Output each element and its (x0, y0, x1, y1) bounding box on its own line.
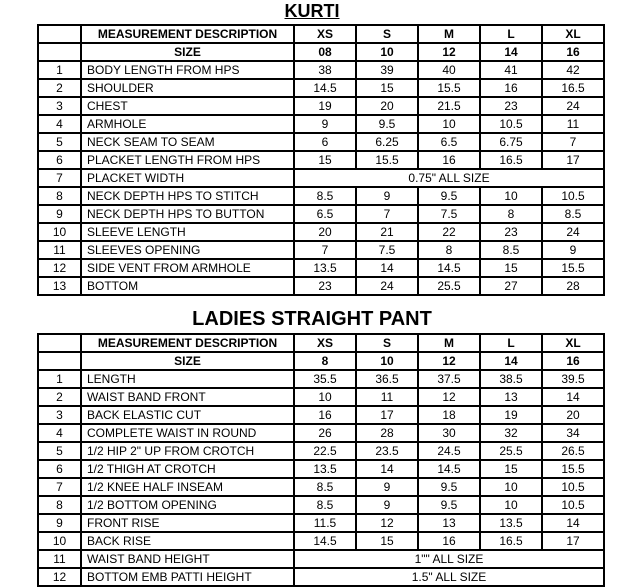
size-letter-header: XS (294, 25, 356, 43)
size-number-header: 10 (356, 352, 418, 370)
size-letter-header: S (356, 25, 418, 43)
measurement-value-cell: 35.5 (294, 370, 356, 388)
measurement-description-cell: BODY LENGTH FROM HPS (81, 61, 294, 79)
measurement-value-cell: 14.5 (418, 460, 480, 478)
measurement-row (38, 205, 604, 223)
measurement-value-cell: 16 (294, 406, 356, 424)
measurement-value-cell: 28 (542, 277, 604, 295)
measurement-row (38, 388, 604, 406)
size-letter-header: S (356, 334, 418, 352)
measurement-description-cell: 1/2 HIP 2" UP FROM CROTCH (81, 442, 294, 460)
row-number-cell: 7 (38, 169, 81, 187)
measurement-value-cell: 36.5 (356, 370, 418, 388)
measurement-value-cell: 27 (480, 277, 542, 295)
measurement-value-cell: 32 (480, 424, 542, 442)
measurement-value-cell: 16 (418, 151, 480, 169)
kurti-table-body (38, 25, 604, 295)
measurement-value-cell: 24 (542, 223, 604, 241)
row-number-cell: 5 (38, 442, 81, 460)
measurement-row (38, 133, 604, 151)
row-number-cell: 4 (38, 424, 81, 442)
row-number-cell: 2 (38, 79, 81, 97)
row-number-cell: 9 (38, 205, 81, 223)
measurement-value-cell: 39 (356, 61, 418, 79)
row-number-cell: 6 (38, 151, 81, 169)
measurement-value-cell: 20 (294, 223, 356, 241)
measurement-value-cell: 17 (542, 151, 604, 169)
row-number-cell: 3 (38, 406, 81, 424)
measurement-value-cell: 17 (356, 406, 418, 424)
measurement-description-cell: WAIST BAND HEIGHT (81, 550, 294, 568)
row-number-cell: 9 (38, 514, 81, 532)
measurement-row (38, 115, 604, 133)
measurement-value-cell: 15.5 (356, 151, 418, 169)
measurement-description-cell: 1/2 KNEE HALF INSEAM (81, 478, 294, 496)
measurement-row (38, 97, 604, 115)
measurement-value-cell: 21 (356, 223, 418, 241)
measurement-row (38, 532, 604, 550)
all-size-merged-cell: 1"" ALL SIZE (294, 550, 604, 568)
measurement-description-cell: BOTTOM EMB PATTI HEIGHT (81, 568, 294, 586)
measurement-value-cell: 21.5 (418, 97, 480, 115)
measurement-value-cell: 12 (356, 514, 418, 532)
size-row (38, 352, 604, 370)
measurement-value-cell: 15 (356, 532, 418, 550)
measurement-description-header: MEASUREMENT DESCRIPTION (81, 25, 294, 43)
measurement-value-cell: 23.5 (356, 442, 418, 460)
measurement-value-cell: 16 (418, 532, 480, 550)
measurement-value-cell: 26.5 (542, 442, 604, 460)
measurement-value-cell: 10 (418, 115, 480, 133)
measurement-value-cell: 23 (294, 277, 356, 295)
size-letter-header: L (480, 25, 542, 43)
measurement-value-cell: 10.5 (480, 115, 542, 133)
measurement-value-cell: 16.5 (480, 532, 542, 550)
measurement-value-cell: 39.5 (542, 370, 604, 388)
measurement-value-cell: 10 (480, 478, 542, 496)
measurement-description-cell: SIDE VENT FROM ARMHOLE (81, 259, 294, 277)
header-row (38, 25, 604, 43)
measurement-value-cell: 25.5 (418, 277, 480, 295)
measurement-row (38, 277, 604, 295)
measurement-value-cell: 8.5 (294, 478, 356, 496)
measurement-row (38, 259, 604, 277)
measurement-description-header: MEASUREMENT DESCRIPTION (81, 334, 294, 352)
measurement-value-cell: 16.5 (480, 151, 542, 169)
measurement-description-cell: PLACKET WIDTH (81, 169, 294, 187)
measurement-value-cell: 24.5 (418, 442, 480, 460)
measurement-row (38, 61, 604, 79)
measurement-value-cell: 14.5 (294, 79, 356, 97)
size-row-label: SIZE (81, 352, 294, 370)
measurement-value-cell: 20 (542, 406, 604, 424)
size-letter-header: XL (542, 25, 604, 43)
measurement-value-cell: 9.5 (418, 478, 480, 496)
measurement-value-cell: 16.5 (542, 79, 604, 97)
measurement-row (38, 496, 604, 514)
measurement-value-cell: 41 (480, 61, 542, 79)
measurement-value-cell: 8.5 (294, 187, 356, 205)
measurement-value-cell: 14 (356, 259, 418, 277)
row-number-cell: 10 (38, 223, 81, 241)
measurement-value-cell: 17 (542, 532, 604, 550)
measurement-value-cell: 22 (418, 223, 480, 241)
measurement-value-cell: 7 (356, 205, 418, 223)
measurement-value-cell: 15 (480, 259, 542, 277)
size-number-header: 8 (294, 352, 356, 370)
size-letter-header: XL (542, 334, 604, 352)
measurement-value-cell: 20 (356, 97, 418, 115)
measurement-row (38, 550, 604, 568)
row-number-cell: 11 (38, 241, 81, 259)
size-number-header: 12 (418, 43, 480, 61)
kurti-size-table (37, 24, 605, 296)
measurement-value-cell: 9.5 (356, 115, 418, 133)
measurement-description-cell: BACK ELASTIC CUT (81, 406, 294, 424)
measurement-value-cell: 14 (542, 388, 604, 406)
row-number-cell: 2 (38, 388, 81, 406)
size-letter-header: M (418, 25, 480, 43)
measurement-value-cell: 24 (542, 97, 604, 115)
measurement-row (38, 406, 604, 424)
measurement-value-cell: 37.5 (418, 370, 480, 388)
measurement-value-cell: 14.5 (294, 532, 356, 550)
measurement-value-cell: 15 (294, 151, 356, 169)
corner-cell (38, 352, 81, 370)
measurement-value-cell: 22.5 (294, 442, 356, 460)
measurement-row (38, 442, 604, 460)
measurement-value-cell: 13.5 (294, 460, 356, 478)
row-number-cell: 7 (38, 478, 81, 496)
measurement-value-cell: 10.5 (542, 187, 604, 205)
measurement-value-cell: 11 (542, 115, 604, 133)
measurement-value-cell: 28 (356, 424, 418, 442)
measurement-value-cell: 15.5 (542, 259, 604, 277)
size-row-label: SIZE (81, 43, 294, 61)
measurement-value-cell: 7.5 (418, 205, 480, 223)
size-number-header: 16 (542, 352, 604, 370)
measurement-value-cell: 26 (294, 424, 356, 442)
measurement-value-cell: 13.5 (480, 514, 542, 532)
measurement-value-cell: 10.5 (542, 496, 604, 514)
corner-cell (38, 334, 81, 352)
size-number-header: 08 (294, 43, 356, 61)
size-row (38, 43, 604, 61)
row-number-cell: 12 (38, 259, 81, 277)
measurement-description-cell: FRONT RISE (81, 514, 294, 532)
measurement-value-cell: 6.5 (418, 133, 480, 151)
size-number-header: 16 (542, 43, 604, 61)
measurement-value-cell: 6.5 (294, 205, 356, 223)
measurement-row (38, 370, 604, 388)
measurement-value-cell: 19 (480, 406, 542, 424)
measurement-value-cell: 9 (542, 241, 604, 259)
measurement-value-cell: 6 (294, 133, 356, 151)
row-number-cell: 3 (38, 97, 81, 115)
measurement-description-cell: ARMHOLE (81, 115, 294, 133)
measurement-value-cell: 6.25 (356, 133, 418, 151)
measurement-description-cell: LENGTH (81, 370, 294, 388)
row-number-cell: 4 (38, 115, 81, 133)
measurement-description-cell: NECK SEAM TO SEAM (81, 133, 294, 151)
measurement-description-cell: BACK RISE (81, 532, 294, 550)
measurement-value-cell: 11 (356, 388, 418, 406)
size-letter-header: M (418, 334, 480, 352)
measurement-value-cell: 40 (418, 61, 480, 79)
measurement-value-cell: 16 (480, 79, 542, 97)
measurement-row (38, 460, 604, 478)
measurement-description-cell: SLEEVES OPENING (81, 241, 294, 259)
measurement-value-cell: 9 (356, 478, 418, 496)
measurement-value-cell: 38 (294, 61, 356, 79)
measurement-description-cell: SHOULDER (81, 79, 294, 97)
measurement-value-cell: 14.5 (418, 259, 480, 277)
size-number-header: 10 (356, 43, 418, 61)
kurti-section (0, 1, 624, 296)
measurement-value-cell: 11.5 (294, 514, 356, 532)
row-number-cell: 6 (38, 460, 81, 478)
measurement-value-cell: 18 (418, 406, 480, 424)
measurement-value-cell: 13 (480, 388, 542, 406)
size-number-header: 14 (480, 43, 542, 61)
measurement-description-cell: COMPLETE WAIST IN ROUND (81, 424, 294, 442)
measurement-description-cell: 1/2 BOTTOM OPENING (81, 496, 294, 514)
row-number-cell: 1 (38, 61, 81, 79)
measurement-value-cell: 13 (418, 514, 480, 532)
measurement-row (38, 424, 604, 442)
measurement-description-cell: NECK DEPTH HPS TO BUTTON (81, 205, 294, 223)
measurement-value-cell: 8 (480, 205, 542, 223)
measurement-value-cell: 23 (480, 223, 542, 241)
measurement-value-cell: 10 (294, 388, 356, 406)
measurement-value-cell: 15 (480, 460, 542, 478)
size-letter-header: L (480, 334, 542, 352)
measurement-row (38, 187, 604, 205)
measurement-value-cell: 7 (294, 241, 356, 259)
row-number-cell: 8 (38, 187, 81, 205)
pant-size-table (37, 333, 605, 587)
measurement-value-cell: 24 (356, 277, 418, 295)
measurement-value-cell: 15.5 (418, 79, 480, 97)
measurement-value-cell: 30 (418, 424, 480, 442)
measurement-value-cell: 15.5 (542, 460, 604, 478)
measurement-description-cell: CHEST (81, 97, 294, 115)
size-number-header: 14 (480, 352, 542, 370)
measurement-value-cell: 25.5 (480, 442, 542, 460)
all-size-merged-cell: 0.75" ALL SIZE (294, 169, 604, 187)
row-number-cell: 5 (38, 133, 81, 151)
measurement-value-cell: 9.5 (418, 187, 480, 205)
measurement-description-cell: WAIST BAND FRONT (81, 388, 294, 406)
measurement-description-cell: 1/2 THIGH AT CROTCH (81, 460, 294, 478)
measurement-row (38, 151, 604, 169)
pant-table-body (38, 334, 604, 586)
measurement-value-cell: 38.5 (480, 370, 542, 388)
measurement-row (38, 478, 604, 496)
measurement-value-cell: 7 (542, 133, 604, 151)
measurement-value-cell: 8.5 (480, 241, 542, 259)
measurement-value-cell: 42 (542, 61, 604, 79)
measurement-value-cell: 14 (356, 460, 418, 478)
size-number-header: 12 (418, 352, 480, 370)
measurement-row (38, 241, 604, 259)
header-row (38, 334, 604, 352)
measurement-value-cell: 13.5 (294, 259, 356, 277)
measurement-value-cell: 10 (480, 187, 542, 205)
all-size-merged-cell: 1.5" ALL SIZE (294, 568, 604, 586)
measurement-value-cell: 8.5 (294, 496, 356, 514)
measurement-value-cell: 8 (418, 241, 480, 259)
measurement-value-cell: 6.75 (480, 133, 542, 151)
measurement-value-cell: 10 (480, 496, 542, 514)
measurement-value-cell: 12 (418, 388, 480, 406)
kurti-title: KURTI (284, 1, 340, 21)
row-number-cell: 10 (38, 532, 81, 550)
row-number-cell: 13 (38, 277, 81, 295)
corner-cell (38, 43, 81, 61)
measurement-description-cell: SLEEVE LENGTH (81, 223, 294, 241)
measurement-value-cell: 9 (356, 496, 418, 514)
measurement-value-cell: 23 (480, 97, 542, 115)
measurement-value-cell: 15 (356, 79, 418, 97)
measurement-description-cell: PLACKET LENGTH FROM HPS (81, 151, 294, 169)
pant-title: LADIES STRAIGHT PANT (192, 308, 432, 330)
row-number-cell: 1 (38, 370, 81, 388)
pant-section (0, 307, 624, 587)
row-number-cell: 8 (38, 496, 81, 514)
measurement-value-cell: 14 (542, 514, 604, 532)
measurement-value-cell: 34 (542, 424, 604, 442)
row-number-cell: 12 (38, 568, 81, 586)
measurement-row (38, 79, 604, 97)
measurement-row (38, 514, 604, 532)
measurement-description-cell: NECK DEPTH HPS TO STITCH (81, 187, 294, 205)
measurement-value-cell: 10.5 (542, 478, 604, 496)
measurement-value-cell: 9 (356, 187, 418, 205)
measurement-description-cell: BOTTOM (81, 277, 294, 295)
measurement-value-cell: 9.5 (418, 496, 480, 514)
row-number-cell: 11 (38, 550, 81, 568)
measurement-value-cell: 8.5 (542, 205, 604, 223)
measurement-row (38, 568, 604, 586)
measurement-row (38, 169, 604, 187)
measurement-value-cell: 9 (294, 115, 356, 133)
measurement-row (38, 223, 604, 241)
corner-cell (38, 25, 81, 43)
measurement-value-cell: 19 (294, 97, 356, 115)
size-letter-header: XS (294, 334, 356, 352)
measurement-value-cell: 7.5 (356, 241, 418, 259)
